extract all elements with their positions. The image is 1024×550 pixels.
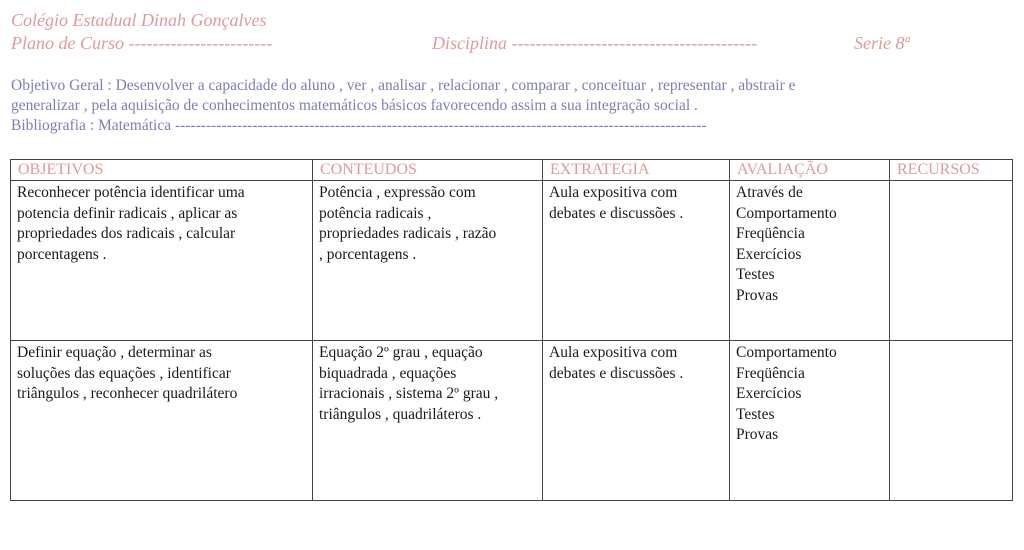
cell-recursos bbox=[890, 181, 1013, 341]
cell-line: Exercícios bbox=[736, 245, 802, 263]
course-plan-table bbox=[10, 159, 1013, 501]
table-row bbox=[11, 341, 1013, 501]
header-extrategia: EXTRATEGIA bbox=[543, 160, 730, 181]
cell-line: Aula expositiva com bbox=[549, 184, 678, 201]
cell-line: Potência , expressão com bbox=[319, 184, 476, 201]
cell-line: propriedades radicais , razão bbox=[319, 225, 497, 242]
cell-line: triângulos , quadriláteros . bbox=[319, 405, 482, 423]
course-intro bbox=[11, 76, 1011, 136]
bibliografia-line: Bibliografia : Matemática ------------------------------------------------------------------------------------------------------- bbox=[11, 117, 707, 134]
header-objetivos: OBJETIVOS bbox=[11, 160, 313, 181]
cell-line: potência radicais , bbox=[319, 204, 432, 222]
cell-objetivos bbox=[11, 341, 313, 501]
header-recursos: RECURSOS bbox=[890, 160, 1013, 181]
cell-line: Provas bbox=[736, 286, 779, 304]
header-avaliacao: AVALIAÇÃO bbox=[730, 160, 890, 181]
cell-avaliacao bbox=[730, 341, 890, 501]
header-conteudos: CONTEUDOS bbox=[313, 160, 543, 181]
cell-line: Exercícios bbox=[736, 385, 802, 402]
cell-avaliacao bbox=[730, 181, 890, 341]
disciplina-field: Disciplina ----------------------------------------- bbox=[432, 33, 758, 53]
cell-line: Aula expositiva com bbox=[549, 344, 678, 361]
cell-recursos bbox=[890, 341, 1013, 501]
cell-line: porcentagens . bbox=[17, 245, 107, 263]
cell-line: Freqüência bbox=[736, 364, 805, 382]
cell-line: Comportamento bbox=[736, 204, 837, 222]
cell-line: Comportamento bbox=[736, 344, 837, 361]
cell-line: , porcentagens . bbox=[319, 245, 417, 263]
cell-line: Freqüência bbox=[736, 225, 805, 242]
table-header-row bbox=[11, 160, 1013, 181]
objetivo-geral-line-2: generalizar , pela aquisição de conhecimentos matemáticos básicos favorecendo assim a sua integração social . bbox=[11, 97, 698, 114]
cell-line: irracionais , sistema 2º grau , bbox=[319, 385, 499, 402]
cell-line: propriedades dos radicais , calcular bbox=[17, 225, 236, 242]
cell-line: Reconhecer potência identificar uma bbox=[17, 184, 245, 201]
cell-extrategia bbox=[543, 181, 730, 341]
cell-line: Provas bbox=[736, 426, 779, 443]
serie-field: Serie 8ª bbox=[854, 33, 910, 53]
cell-objetivos bbox=[11, 181, 313, 341]
cell-line: debates e discussões . bbox=[549, 364, 684, 382]
cell-conteudos bbox=[313, 341, 543, 501]
table-row bbox=[11, 181, 1013, 341]
cell-line: soluções das equações , identificar bbox=[17, 364, 231, 382]
cell-line: debates e discussões . bbox=[549, 204, 684, 222]
cell-line: Testes bbox=[736, 266, 775, 283]
cell-line: triângulos , reconhecer quadrilátero bbox=[17, 385, 238, 402]
cell-extrategia bbox=[543, 341, 730, 501]
plano-de-curso-field: Plano de Curso ------------------------ bbox=[11, 33, 273, 53]
cell-line: biquadrada , equações bbox=[319, 364, 457, 382]
cell-conteudos bbox=[313, 181, 543, 341]
cell-line: Definir equação , determinar as bbox=[17, 344, 212, 361]
cell-line: Testes bbox=[736, 405, 775, 423]
cell-line: potencia definir radicais , aplicar as bbox=[17, 204, 238, 222]
cell-line: Através de bbox=[736, 184, 803, 201]
objetivo-geral-line-1: Objetivo Geral : Desenvolver a capacidade do aluno , ver , analisar , relacionar , comparar , conceituar , representar , abstrair e bbox=[11, 77, 796, 94]
header-fields-row bbox=[11, 33, 1011, 57]
cell-line: Equação 2º grau , equação bbox=[319, 344, 483, 361]
school-name: Colégio Estadual Dinah Gonçalves bbox=[11, 10, 267, 30]
